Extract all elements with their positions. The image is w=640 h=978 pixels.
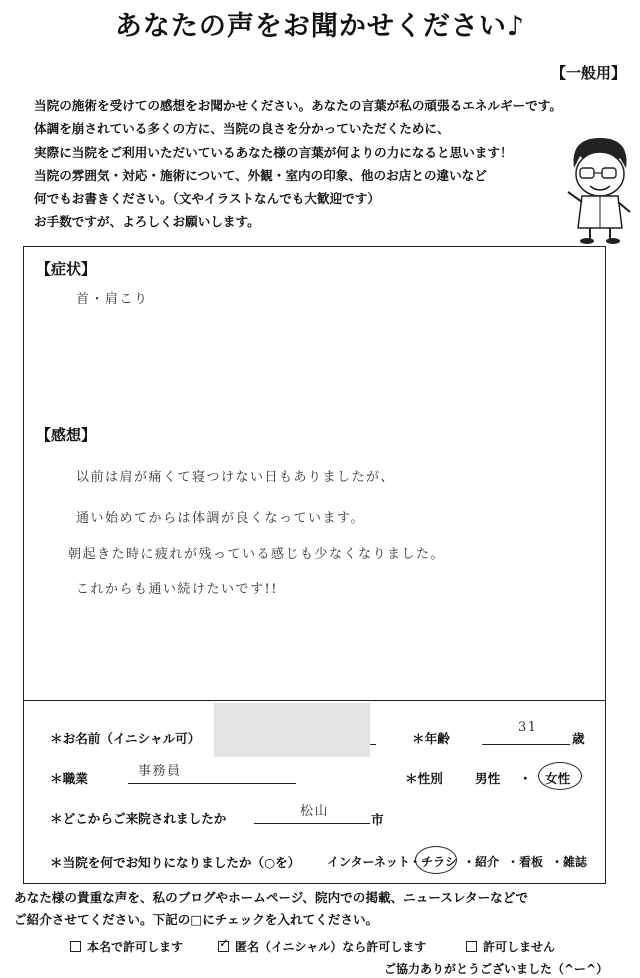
permission-label: 許可しません: [483, 940, 556, 954]
how-option-internet: インターネット: [327, 855, 410, 869]
job-underline: [128, 783, 296, 784]
name-label: ＊お名前（イニシャル可）: [50, 731, 201, 746]
impressions-label: 【感想】: [36, 426, 97, 444]
gender-label: ＊性別: [405, 771, 443, 786]
permission-label: 本名で許可します: [87, 940, 184, 954]
from-value: 松山: [300, 804, 330, 819]
permission-label: 匿名（イニシャル）なら許可します: [235, 940, 427, 954]
from-label: ＊どこからご来院されましたか: [50, 811, 227, 826]
job-value: 事務員: [138, 764, 182, 779]
how-option-signboard: ・看板: [507, 855, 544, 869]
intro-line: 実際に当院をご利用いただいているあなた様の言葉が何よりの力になると思います！: [34, 144, 513, 160]
gender-separator: ・: [519, 771, 532, 786]
thanks-text: ご協力ありがとうございました（^ー^）: [384, 962, 609, 976]
mascot-illustration: [560, 132, 638, 244]
section-divider: [23, 700, 606, 701]
impression-line: 通い始めてからは体調が良くなっています。: [76, 511, 365, 526]
from-unit: 市: [371, 812, 384, 827]
footer-line: ご紹介させてください。下記の□にチェックを入れてください。: [14, 912, 379, 927]
checkbox-checked-icon: ✓: [219, 936, 230, 950]
age-label: ＊年齢: [412, 731, 450, 746]
symptoms-text: 首・肩こり: [76, 292, 149, 307]
how-option-referral: ・紹介: [463, 855, 500, 869]
checkbox-icon: [466, 941, 477, 952]
gender-female: 女性: [545, 771, 571, 786]
symptoms-label: 【症状】: [36, 260, 97, 278]
impression-line: 以前は肩が痛くて寝つけない日もありましたが、: [76, 470, 396, 485]
intro-line: 当院の雰囲気・対応・施術について、外観・室内の印象、他のお店との違いなど: [34, 167, 487, 183]
selected-circle: [538, 762, 582, 790]
intro-line: 当院の施術を受けての感想をお聞かせください。あなたの言葉が私の頑張るエネルギーです。: [34, 98, 562, 113]
intro-line: 体調を崩されている多くの方に、当院の良さを分かっていただくために、: [34, 121, 450, 137]
impression-line: これからも通い続けたいです!!: [76, 582, 278, 597]
intro-line: お手数ですが、よろしくお願いします。: [34, 214, 260, 230]
age-value: 31: [518, 720, 538, 735]
job-label: ＊職業: [50, 771, 88, 786]
permission-initials: [218, 938, 426, 955]
intro-text: [34, 94, 594, 234]
form-type-tag: 【一般用】: [550, 64, 626, 82]
permission-real-name: [70, 938, 183, 955]
how-label: ＊当院を何でお知りになりましたか（○を）: [50, 855, 301, 870]
gender-male: 男性: [475, 771, 501, 786]
selected-circle: [415, 846, 457, 874]
intro-line: 何でもお書きください。（文やイラストなんでも大歓迎です）: [34, 191, 380, 207]
how-option-flyer: ・チラシ: [409, 855, 458, 869]
footer-text: [14, 887, 528, 931]
impression-line: 朝起きた時に疲れが残っている感じも少なくなりました。: [68, 547, 446, 562]
form-frame: [23, 246, 606, 884]
redacted-name: [214, 703, 370, 757]
page-title: あなたの声をお聞かせください♪: [114, 11, 526, 42]
from-underline: [254, 823, 370, 824]
age-unit: 歳: [572, 731, 585, 746]
footer-line: あなた様の貴重な声を、私のブログやホームページ、院内での掲載、ニュースレターなどで: [14, 890, 528, 905]
how-option-magazine: ・雑誌: [551, 855, 588, 869]
permission-none: [466, 938, 555, 955]
checkbox-icon: [70, 941, 81, 952]
age-underline: [482, 744, 570, 745]
